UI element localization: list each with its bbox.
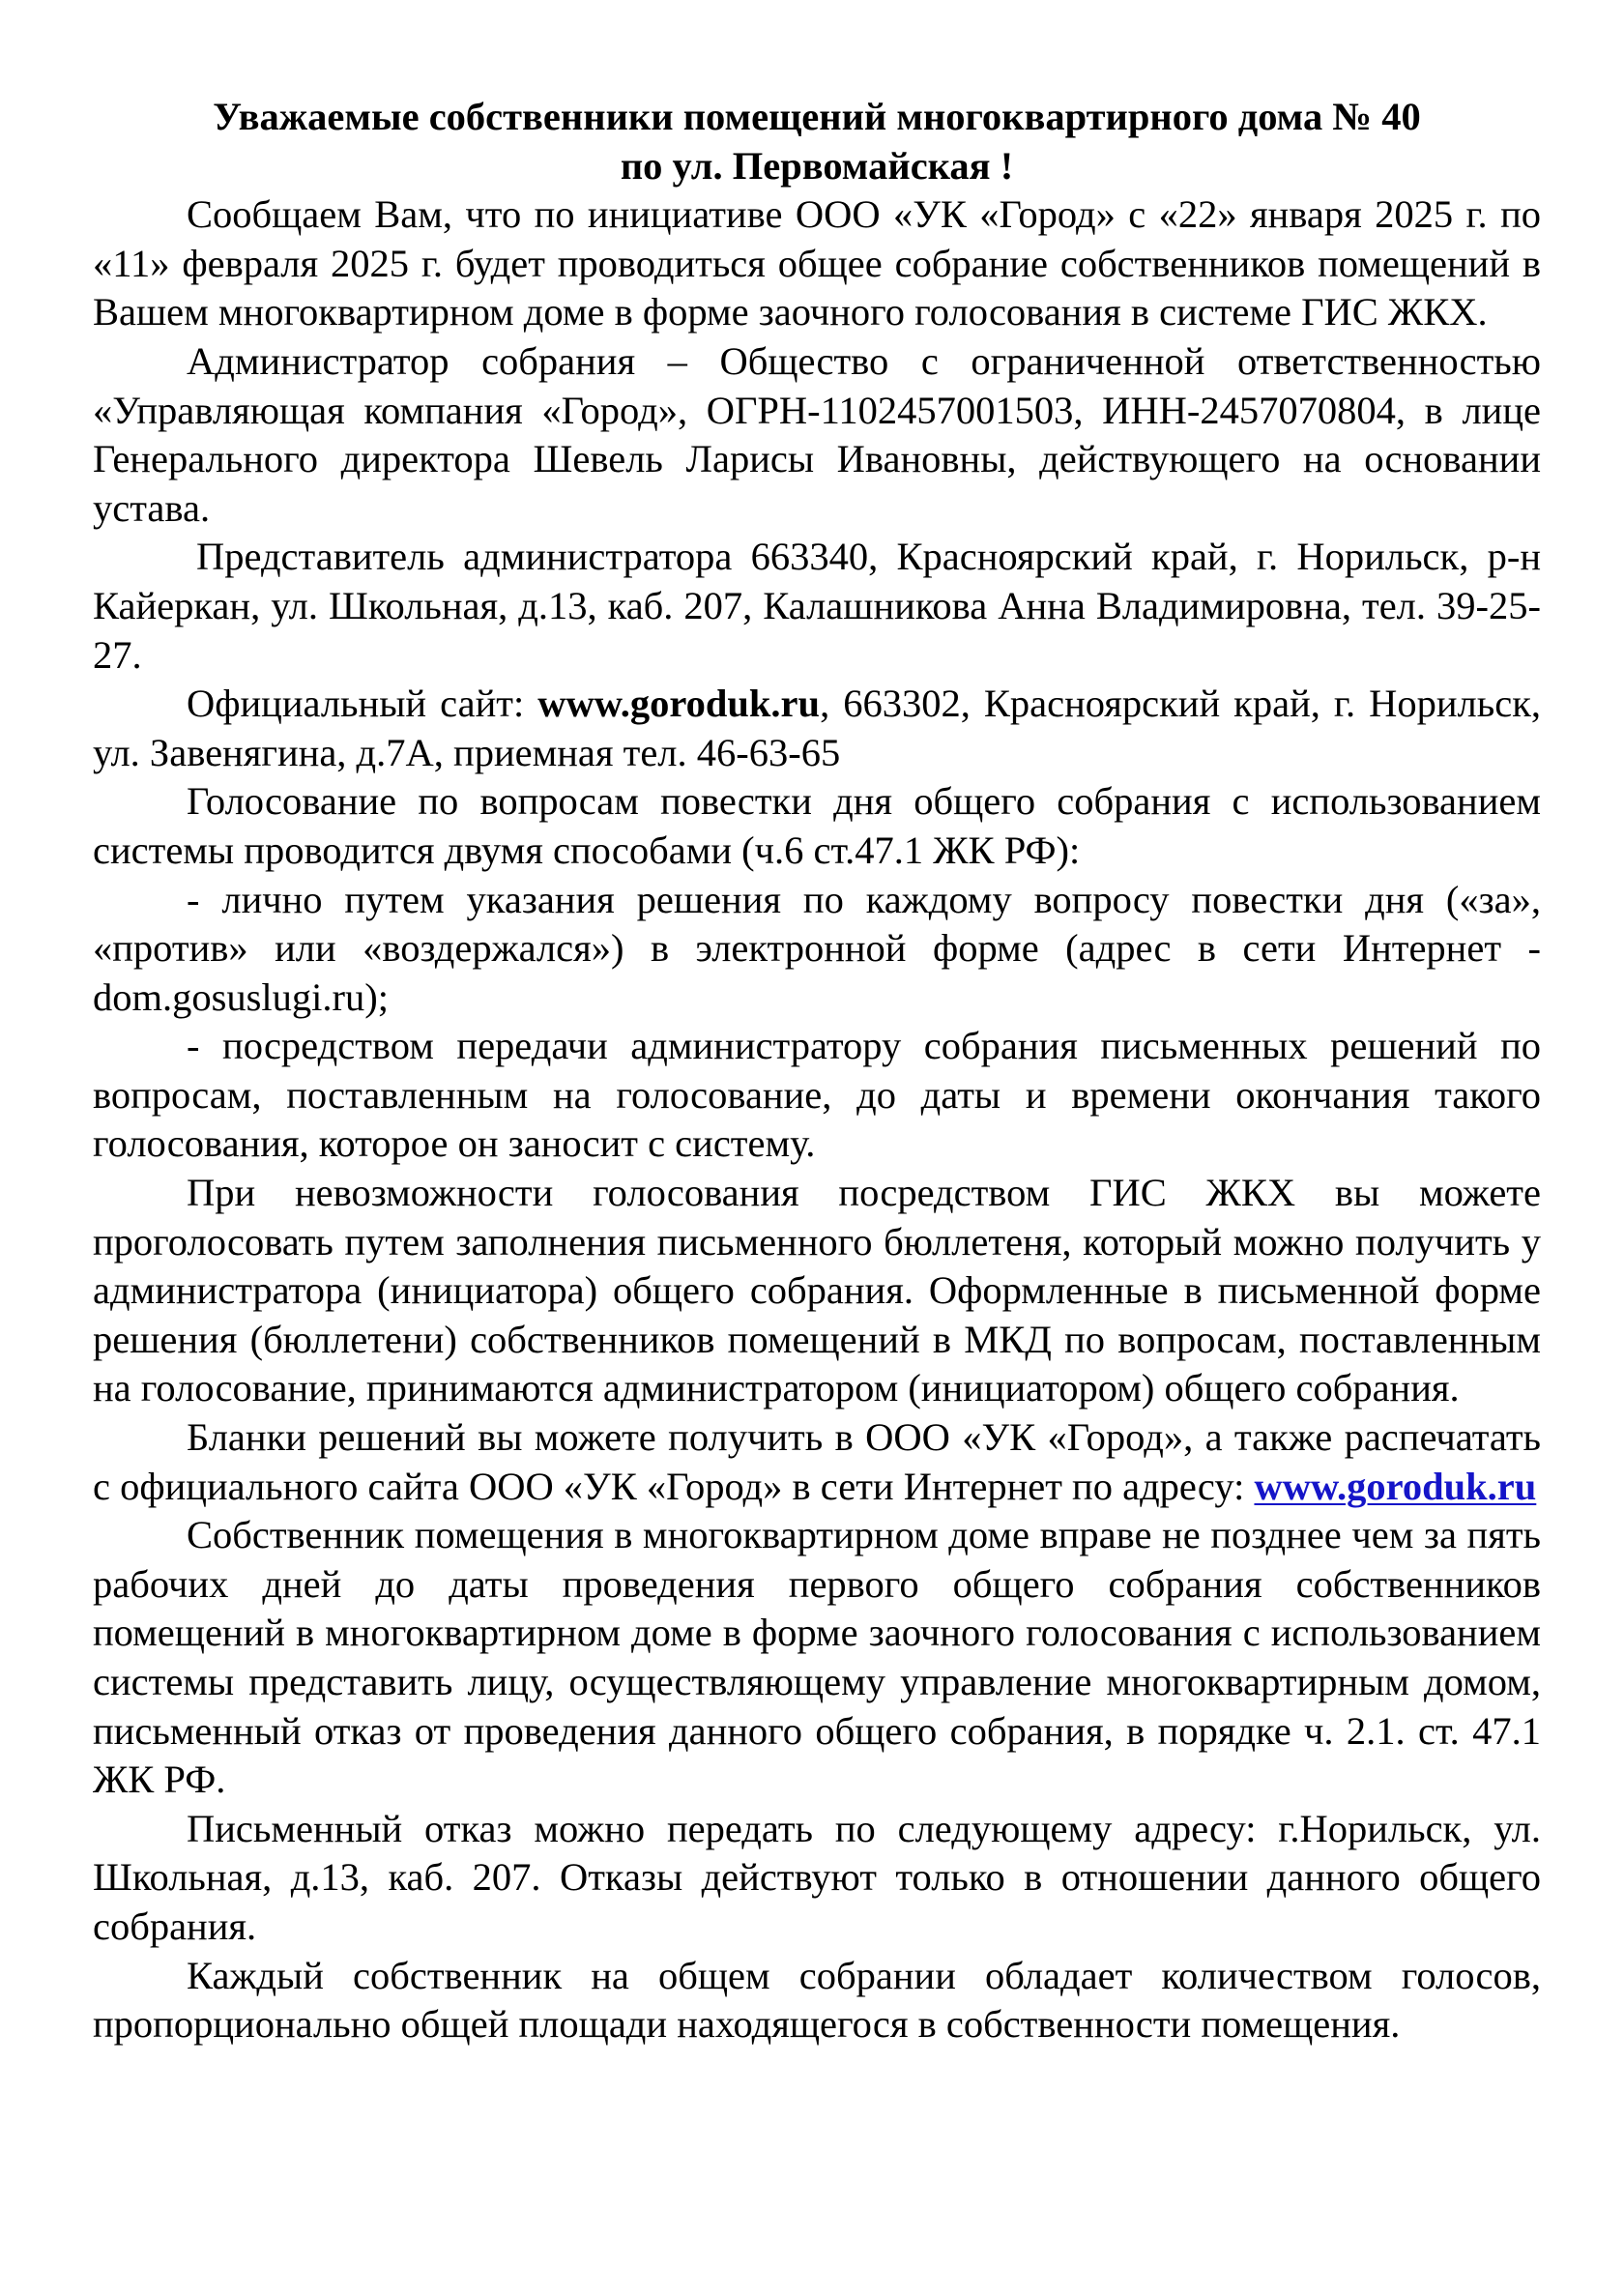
ballot-forms-text: Бланки решений вы можете получить в ООО «УК «Город», а также распечатать с официального сайта ООО «УК «Город» в сети Интернет по адресу: bbox=[93, 1415, 1541, 1508]
document-title bbox=[93, 93, 1541, 190]
official-site-address: , 663302, Красноярский край, г. Норильск, ул. Завенягина, д.7А, приемная тел. 46-63-65 bbox=[93, 682, 1541, 774]
paragraph-owner-refusal-right: Собственник помещения в многоквартирном доме вправе не позднее чем за пять рабочих дней до даты проведения первого общего собрания собственников помещений в многоквартирном доме в форме заочного голосования с использованием системы представить лицу, осуществляющему управление многоквартирным домом, письменный отказ от проведения данного общего собрания, в порядке ч. 2.1. ст. 47.1 ЖК РФ. bbox=[93, 1513, 1541, 1802]
paragraph-ballot-forms bbox=[93, 1413, 1541, 1511]
paragraph-vote-weight: Каждый собственник на общем собрании обладает количеством голосов, пропорционально общей площади находящегося в собственности помещения. bbox=[93, 1953, 1541, 2047]
paragraph-meeting-administrator: Администратор собрания – Общество с ограниченной ответственностью «Управляющая компания «Город», ОГРН-1102457001503, ИНН-2457070804, в лице Генерального директора Шевель Ларисы Ивановны, действующего на основании устава. bbox=[93, 338, 1541, 530]
paragraph-official-site bbox=[93, 680, 1541, 777]
paragraph-voting-method-online: - лично путем указания решения по каждому вопросу повестки дня («за», «против» или «воздержался») в электронной форме (адрес в сети Интернет - dom.gosuslugi.ru); bbox=[93, 877, 1541, 1019]
official-site-url: www.goroduk.ru bbox=[537, 682, 821, 726]
paragraph-meeting-announcement: Сообщаем Вам, что по инициативе ООО «УК «Город» с «22» января 2025 г. по «11» февраля 2025 г. будет проводиться общее собрание собственников помещений в Вашем многоквартирном доме в форме заочного голосования в системе ГИС ЖКХ. bbox=[93, 192, 1541, 334]
goroduk-site-link[interactable]: www.goroduk.ru bbox=[1254, 1464, 1537, 1508]
paragraph-administrator-representative: Представитель администратора 663340, Красноярский край, г. Норильск, р-н Кайеркан, ул. Школьная, д.13, каб. 207, Калашникова Анна Владимировна, тел. 39-25-27. bbox=[93, 535, 1541, 677]
paragraph-voting-method-written: - посредством передачи администратору собрания письменных решений по вопросам, поставленным на голосование, до даты и времени окончания такого голосования, которое он заносит с систему. bbox=[93, 1024, 1541, 1166]
official-site-prefix: Официальный сайт: bbox=[187, 682, 538, 726]
paragraph-paper-ballot: При невозможности голосования посредством ГИС ЖКХ вы можете проголосовать путем заполнения письменного бюллетеня, который можно получить у администратора (инициатора) общего собрания. Оформленные в письменной форме решения (бюллетени) собственников помещений в МКД по вопросам, поставленным на голосование, принимаются администратором (инициатором) общего собрания. bbox=[93, 1171, 1541, 1410]
paragraph-voting-methods: Голосование по вопросам повестки дня общего собрания с использованием системы проводится двумя способами (ч.6 ст.47.1 ЖК РФ): bbox=[93, 779, 1541, 872]
document-page bbox=[93, 93, 1541, 2049]
paragraph-refusal-address: Письменный отказ можно передать по следующему адресу: г.Норильск, ул. Школьная, д.13, каб. 207. Отказы действуют только в отношении данного общего собрания. bbox=[93, 1806, 1541, 1948]
title-line-2: по ул. Первомайская ! bbox=[620, 143, 1014, 188]
title-line-1: Уважаемые собственники помещений многоквартирного дома № 40 bbox=[213, 95, 1421, 138]
